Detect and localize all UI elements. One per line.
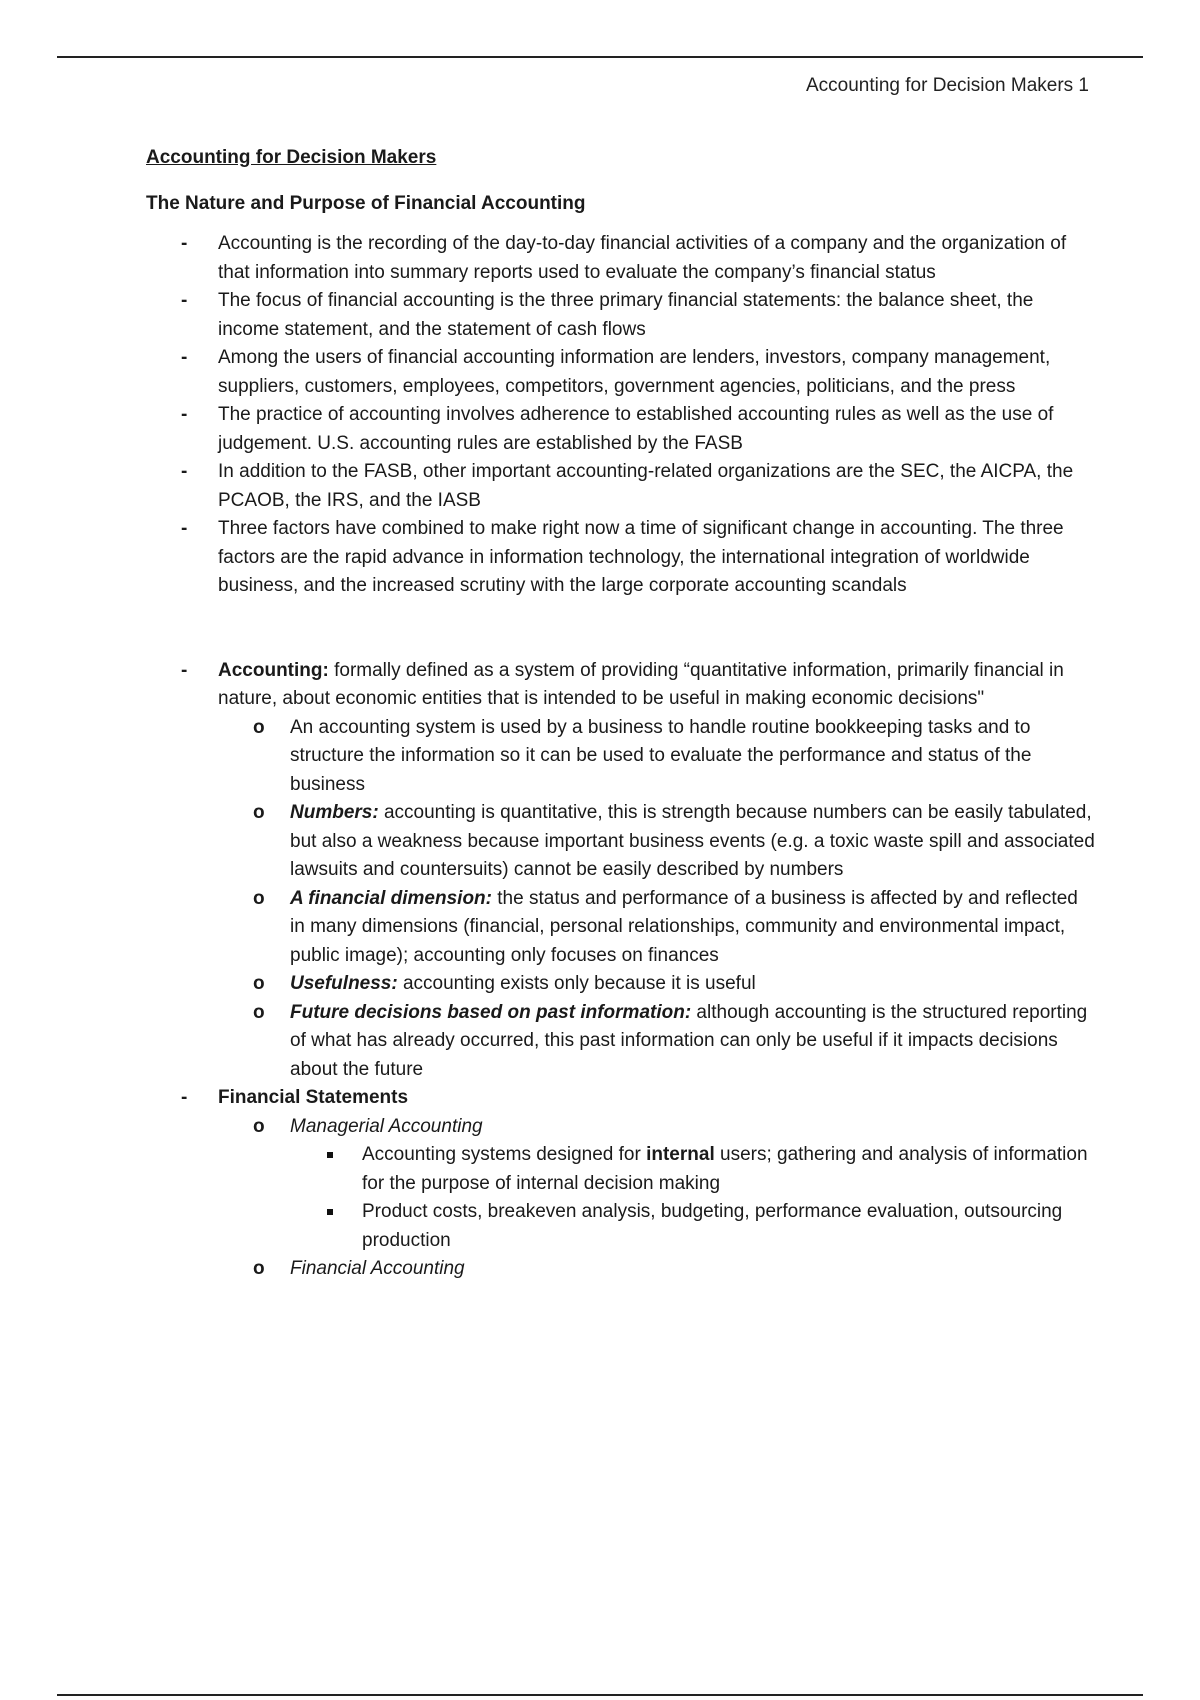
managerial-point <box>290 1198 1096 1255</box>
definition-bullet-list <box>146 657 1096 1284</box>
subpoint-text: the status and performance of a business is affected by and reflected in many dimensions (financial, personal relationships, community and environmental impact, public image); accounting only focuses on finances <box>290 887 1078 966</box>
list-item <box>146 515 1096 601</box>
bullet-text: Among the users of financial accounting information are lenders, investors, company management, suppliers, customers, employees, competitors, government agencies, politicians, and the press <box>218 347 1051 397</box>
subpoint-text: accounting is quantitative, this is strength because numbers can be easily tabulated, but also a weakness because important business events (e.g. a toxic waste spill and associated lawsuits and countersuits) cannot be easily described by numbers <box>290 802 1095 880</box>
document-title: Accounting for Decision Makers <box>146 147 437 168</box>
spacer <box>146 601 1096 657</box>
list-item <box>146 230 1096 287</box>
circle-bullet: o <box>253 973 265 994</box>
subpoint-text: An accounting system is used by a business to handle routine bookkeeping tasks and to structure the information so it can be used to evaluate the performance and status of the business <box>290 716 1032 795</box>
managerial-point-list <box>290 1141 1096 1255</box>
definition-term: Accounting: <box>218 659 329 681</box>
bullet-text: The focus of financial accounting is the three primary financial statements: the balance sheet, the income statement, and the statement of cash flows <box>218 290 1034 340</box>
subpoint-item <box>218 714 1096 800</box>
square-bullet <box>327 1152 333 1158</box>
dash-bullet: - <box>181 233 188 254</box>
subpoint-text: accounting exists only because it is useful <box>397 973 756 994</box>
circle-bullet: o <box>253 1115 265 1137</box>
subpoint-item <box>218 999 1096 1085</box>
dash-bullet: - <box>181 347 188 368</box>
subpoint-term: A financial dimension: <box>290 887 492 909</box>
subpoint-item <box>218 885 1096 971</box>
footer-rule <box>57 1694 1143 1696</box>
circle-bullet: o <box>253 887 265 909</box>
statement-type-list <box>218 1113 1096 1284</box>
bullet-text: Three factors have combined to make right now a time of significant change in accounting. The three factors are the rapid advance in information technology, the international integration of worldwide business, and the increased scrutiny with the large corporate accounting scandals <box>218 518 1064 596</box>
dash-bullet: - <box>181 404 188 425</box>
point-text: users; gathering and analysis of information for the purpose of internal decision making <box>362 1144 1088 1194</box>
document-body <box>146 144 1096 1284</box>
definition-text: formally defined as a system of providing “quantitative information, primarily financial in nature, about economic entities that is intended to be useful in making economic decisions" <box>218 659 1064 709</box>
list-item <box>146 401 1096 458</box>
managerial-accounting-item <box>218 1113 1096 1256</box>
point-text: Accounting systems designed for <box>362 1144 647 1165</box>
list-item <box>146 458 1096 515</box>
running-header: Accounting for Decision Makers 1 <box>805 75 1089 96</box>
dash-bullet: - <box>181 461 188 482</box>
point-emphasis: internal <box>646 1144 715 1165</box>
bullet-text: The practice of accounting involves adherence to established accounting rules as well as the use of judgement. U.S. accounting rules are established by the FASB <box>218 404 1054 454</box>
bullet-text: In addition to the FASB, other important accounting-related organizations are the SEC, the AICPA, the PCAOB, the IRS, and the IASB <box>218 461 1074 511</box>
financial-statements-item <box>146 1084 1096 1284</box>
circle-bullet: o <box>253 802 265 823</box>
list-item <box>146 344 1096 401</box>
square-bullet <box>327 1209 333 1215</box>
dash-bullet: - <box>181 659 188 681</box>
managerial-point <box>290 1141 1096 1198</box>
bullet-text: Accounting is the recording of the day-to-day financial activities of a company and the organization of that information into summary reports used to evaluate the company’s financial status <box>218 233 1067 283</box>
financial-accounting-item <box>218 1255 1096 1284</box>
subpoint-term: Usefulness: <box>290 973 398 994</box>
dash-bullet: - <box>181 290 188 311</box>
circle-bullet: o <box>253 1001 265 1023</box>
overview-bullet-list <box>146 230 1096 601</box>
subpoint-term: Numbers: <box>290 802 379 823</box>
subpoint-item <box>218 799 1096 885</box>
subpoint-item <box>218 970 1096 999</box>
dash-bullet: - <box>181 1087 188 1108</box>
financial-accounting-label: Financial Accounting <box>290 1258 465 1279</box>
circle-bullet: o <box>253 1258 265 1279</box>
list-item <box>146 287 1096 344</box>
header-rule <box>57 56 1143 58</box>
subpoint-text: although accounting is the structured reporting of what has already occurred, this past information can only be useful if it impacts decisions about the future <box>290 1001 1088 1080</box>
subpoint-term: Future decisions based on past information: <box>290 1001 692 1023</box>
financial-statements-label: Financial Statements <box>218 1087 409 1108</box>
circle-bullet: o <box>253 716 265 738</box>
definition-item <box>146 657 1096 1085</box>
managerial-accounting-label: Managerial Accounting <box>290 1115 483 1137</box>
section-heading: The Nature and Purpose of Financial Accounting <box>146 193 586 214</box>
definition-subpoint-list <box>218 714 1096 1085</box>
point-text: Product costs, breakeven analysis, budgeting, performance evaluation, outsourcing production <box>362 1201 1063 1251</box>
dash-bullet: - <box>181 518 188 539</box>
